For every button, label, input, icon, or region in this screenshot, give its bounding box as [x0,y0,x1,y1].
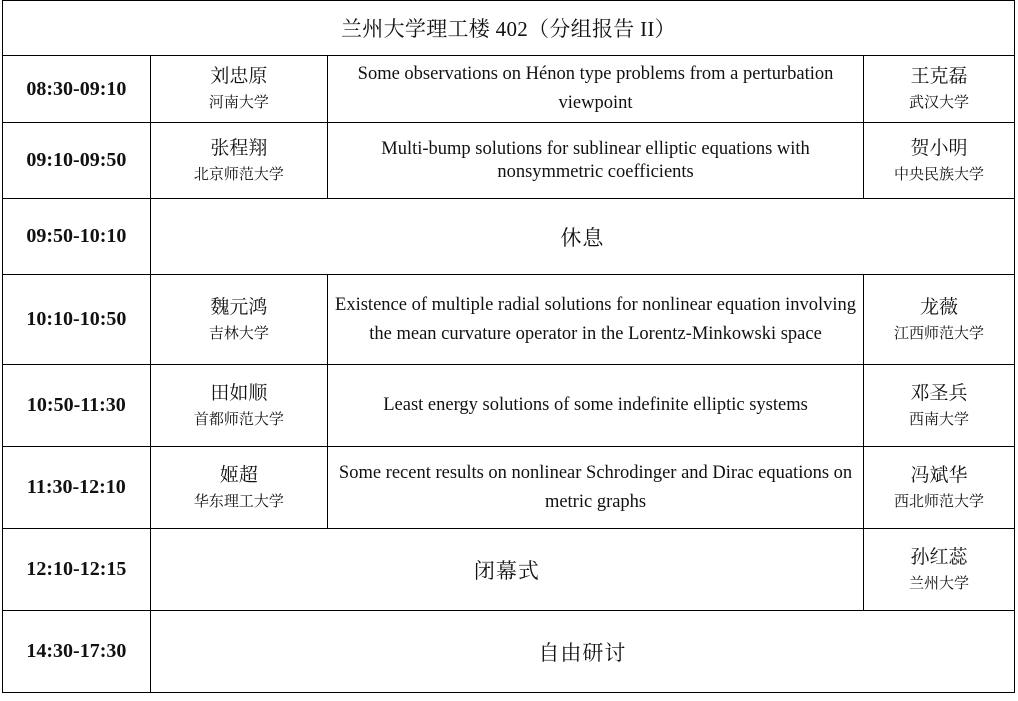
chair-cell [864,275,1015,365]
speaker-name: 张程翔 [210,137,268,159]
chair-cell [864,123,1015,199]
talk-title-cell [328,275,864,365]
talk-title-cell [328,365,864,447]
chair-affiliation: 兰州大学 [909,575,970,592]
speaker-name: 姬超 [219,464,258,486]
chair-affiliation: 西南大学 [909,411,970,428]
table-row [3,199,1015,275]
time-slot: 14:30-17:30 [3,611,151,693]
venue-header-row [3,1,1015,56]
chair-cell [864,529,1015,611]
venue-header: 兰州大学理工楼 402（分组报告 II） [3,1,1015,56]
speaker-name: 田如顺 [210,382,268,404]
time-slot: 10:50-11:30 [3,365,151,447]
chair-affiliation: 江西师范大学 [894,325,985,342]
chair-name: 王克磊 [910,66,968,87]
table-row [3,123,1015,199]
speaker-affiliation: 华东理工大学 [193,493,284,510]
talk-title: Least energy solutions of some indefinite elliptic systems [383,395,808,415]
chair-cell [864,56,1015,123]
table-row [3,56,1015,123]
talk-title-cell [328,447,864,529]
chair-name: 龙薇 [920,296,959,318]
time-slot: 09:50-10:10 [3,199,151,275]
speaker-affiliation: 吉林大学 [208,325,269,342]
time-slot: 11:30-12:10 [3,447,151,529]
talk-title-cell [328,123,864,199]
talk-title: Some observations on Hénon type problems from a perturbation viewpoint [357,64,834,113]
break-cell: 休息 [150,199,1014,275]
speaker-affiliation: 首都师范大学 [193,411,284,428]
table-row [3,447,1015,529]
table-row [3,611,1015,693]
speaker-cell [150,275,327,365]
table-row [3,365,1015,447]
chair-affiliation: 武汉大学 [909,95,970,111]
speaker-cell [150,447,327,529]
chair-affiliation: 中央民族大学 [894,166,985,183]
time-slot: 12:10-12:15 [3,529,151,611]
speaker-name: 魏元鸿 [210,296,268,318]
chair-name: 冯斌华 [910,464,968,486]
talk-title: Multi-bump solutions for sublinear elliptic equations with nonsymmetric coefficients [381,138,810,182]
speaker-affiliation: 河南大学 [208,95,269,111]
chair-cell [864,365,1015,447]
speaker-cell [150,56,327,123]
chair-name: 贺小明 [910,137,968,159]
closing-ceremony-cell: 闭幕式 [150,529,863,611]
talk-title: Existence of multiple radial solutions for nonlinear equation involving the mean curvature operator in the Lorentz-Minkowski space [335,294,857,344]
free-discussion-cell: 自由研讨 [150,611,1014,693]
time-slot: 09:10-09:50 [3,123,151,199]
table-row [3,275,1015,365]
speaker-name: 刘忠原 [210,66,268,87]
speaker-cell [150,123,327,199]
talk-title-cell [328,56,864,123]
time-slot: 10:10-10:50 [3,275,151,365]
talk-title: Some recent results on nonlinear Schrodinger and Dirac equations on metric graphs [338,462,853,512]
table-row [3,529,1015,611]
speaker-cell [150,365,327,447]
chair-affiliation: 西北师范大学 [894,493,985,510]
schedule-table [2,0,1015,693]
time-slot: 08:30-09:10 [3,56,151,123]
chair-cell [864,447,1015,529]
chair-name: 邓圣兵 [910,382,968,404]
speaker-affiliation: 北京师范大学 [193,166,284,183]
chair-name: 孙红蕊 [910,546,968,568]
